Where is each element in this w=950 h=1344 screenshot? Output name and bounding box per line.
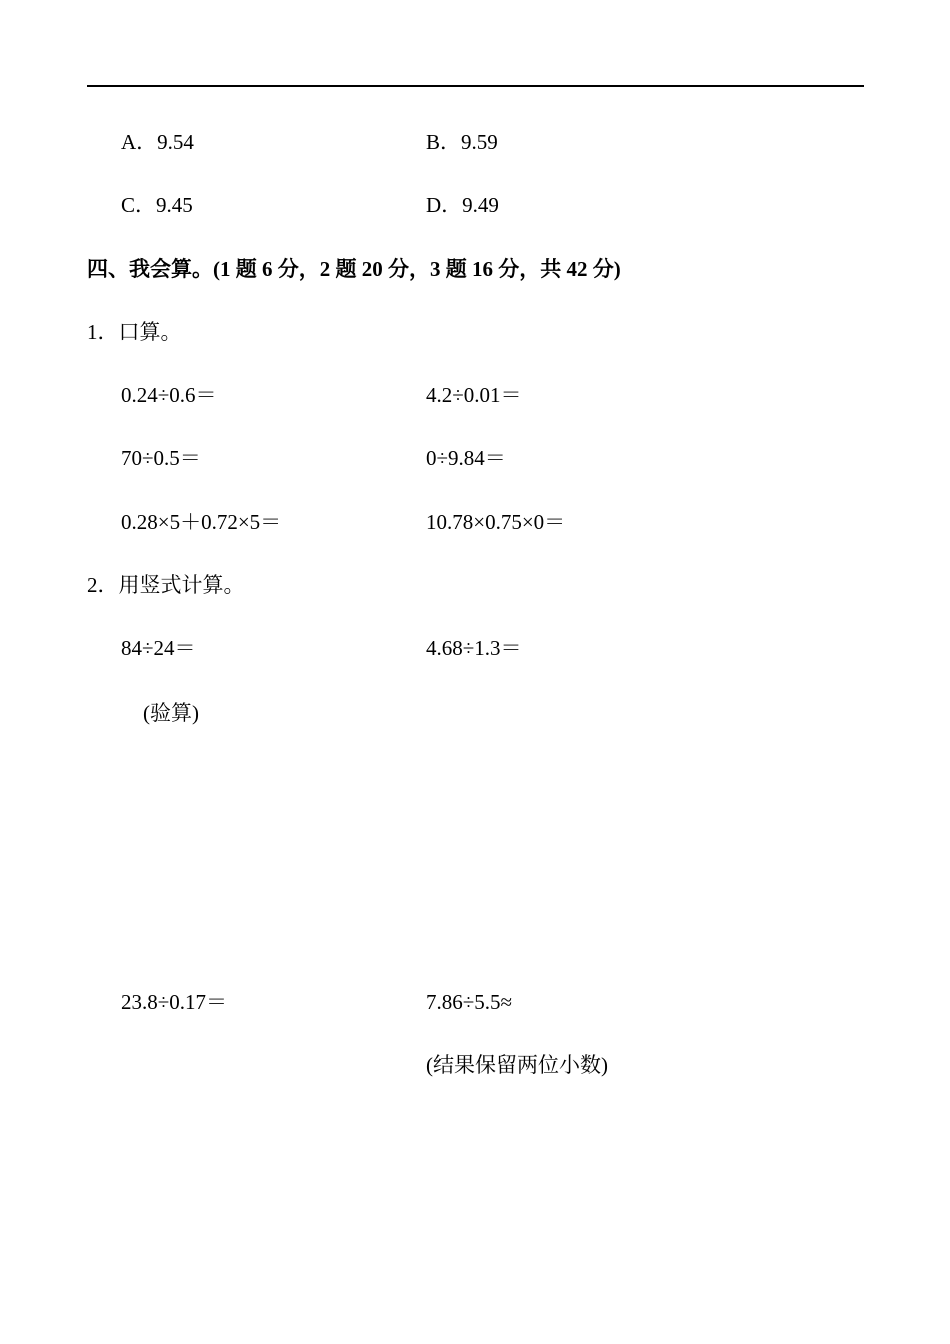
question-2-label: 2．用竖式计算。 <box>87 573 245 597</box>
vertical-calc-item: 4.68÷1.3＝ <box>426 636 522 660</box>
mental-math-item: 0.28×5＋0.72×5＝ <box>121 510 282 534</box>
rounding-note: (结果保留两位小数) <box>426 1053 608 1077</box>
check-note: (验算) <box>143 701 199 725</box>
mental-math-item: 0.24÷0.6＝ <box>121 383 217 407</box>
option-c: C．9.45 <box>121 193 193 217</box>
vertical-calc-item: 84÷24＝ <box>121 636 196 660</box>
question-1-label: 1．口算。 <box>87 320 182 344</box>
vertical-calc-item: 23.8÷0.17＝ <box>121 990 228 1014</box>
option-b: B．9.59 <box>426 130 498 154</box>
vertical-calc-item: 7.86÷5.5≈ <box>426 990 513 1014</box>
option-a: A．9.54 <box>121 130 194 154</box>
mental-math-item: 4.2÷0.01＝ <box>426 383 522 407</box>
mental-math-item: 70÷0.5＝ <box>121 446 201 470</box>
section-heading: 四、我会算。(1 题 6 分，2 题 20 分，3 题 16 分，共 42 分) <box>87 257 621 281</box>
option-d: D．9.49 <box>426 193 499 217</box>
top-rule <box>87 85 864 87</box>
mental-math-item: 10.78×0.75×0＝ <box>426 510 566 534</box>
mental-math-item: 0÷9.84＝ <box>426 446 506 470</box>
